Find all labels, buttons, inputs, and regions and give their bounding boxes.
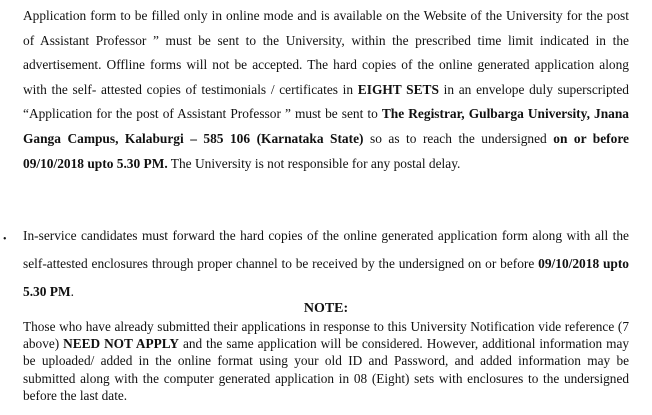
eight-sets-emphasis: EIGHT SETS [357, 81, 439, 97]
para1-text-4: The University is not responsible for any postal delay. [167, 155, 461, 171]
para2-text-2: . [70, 284, 74, 299]
application-instructions-paragraph [23, 4, 629, 176]
margin-bullet-mark: • [3, 234, 7, 245]
note-heading: NOTE: [303, 301, 349, 316]
note-paragraph [23, 318, 629, 404]
deadline-emphasis: on or before 09/10/2018 upto 5.30 PM. [23, 130, 629, 171]
in-service-deadline-emphasis: 09/10/2018 upto 5.30 PM [23, 256, 630, 299]
in-service-candidates-paragraph [23, 222, 629, 306]
need-not-apply-emphasis: NEED NOT APPLY [63, 336, 179, 352]
para1-text-1: Application form to be filled only in online mode and is available on the Website of the University for the post of Assistant Professor ” must be sent to the University, within the prescribed time limit indicated in the advertisement. Offline forms will not be accepted. The hard copies of the online generated application along with the self- attested copies of testimonials / certificates in [23, 8, 629, 97]
para1-text-3: so as to reach the undersigned [363, 130, 554, 146]
note-text-1: Those who have already submitted their applications in response to this University Notification vide reference (7 above) [23, 319, 629, 352]
para1-text-2: in an envelope duly superscripted “Application for the post of Assistant Professor ” must be sent to [23, 81, 629, 122]
registrar-address-emphasis: The Registrar, Gulbarga University, Jnana Ganga Campus, Kalaburgi – 585 106 (Karnataka State) [23, 106, 629, 146]
para2-text-1: In-service candidates must forward the hard copies of the online generated application form along with all the self-attested enclosures through proper channel to be received by the undersigned on or before [23, 228, 629, 271]
note-text-2: and the same application will be considered. However, additional information may be uploaded/ added in the online format using your old ID and Password, and added information may be submitted along with the computer generated application in 08 (Eight) sets with enclosures to the undersigned before the last date. [23, 336, 630, 403]
